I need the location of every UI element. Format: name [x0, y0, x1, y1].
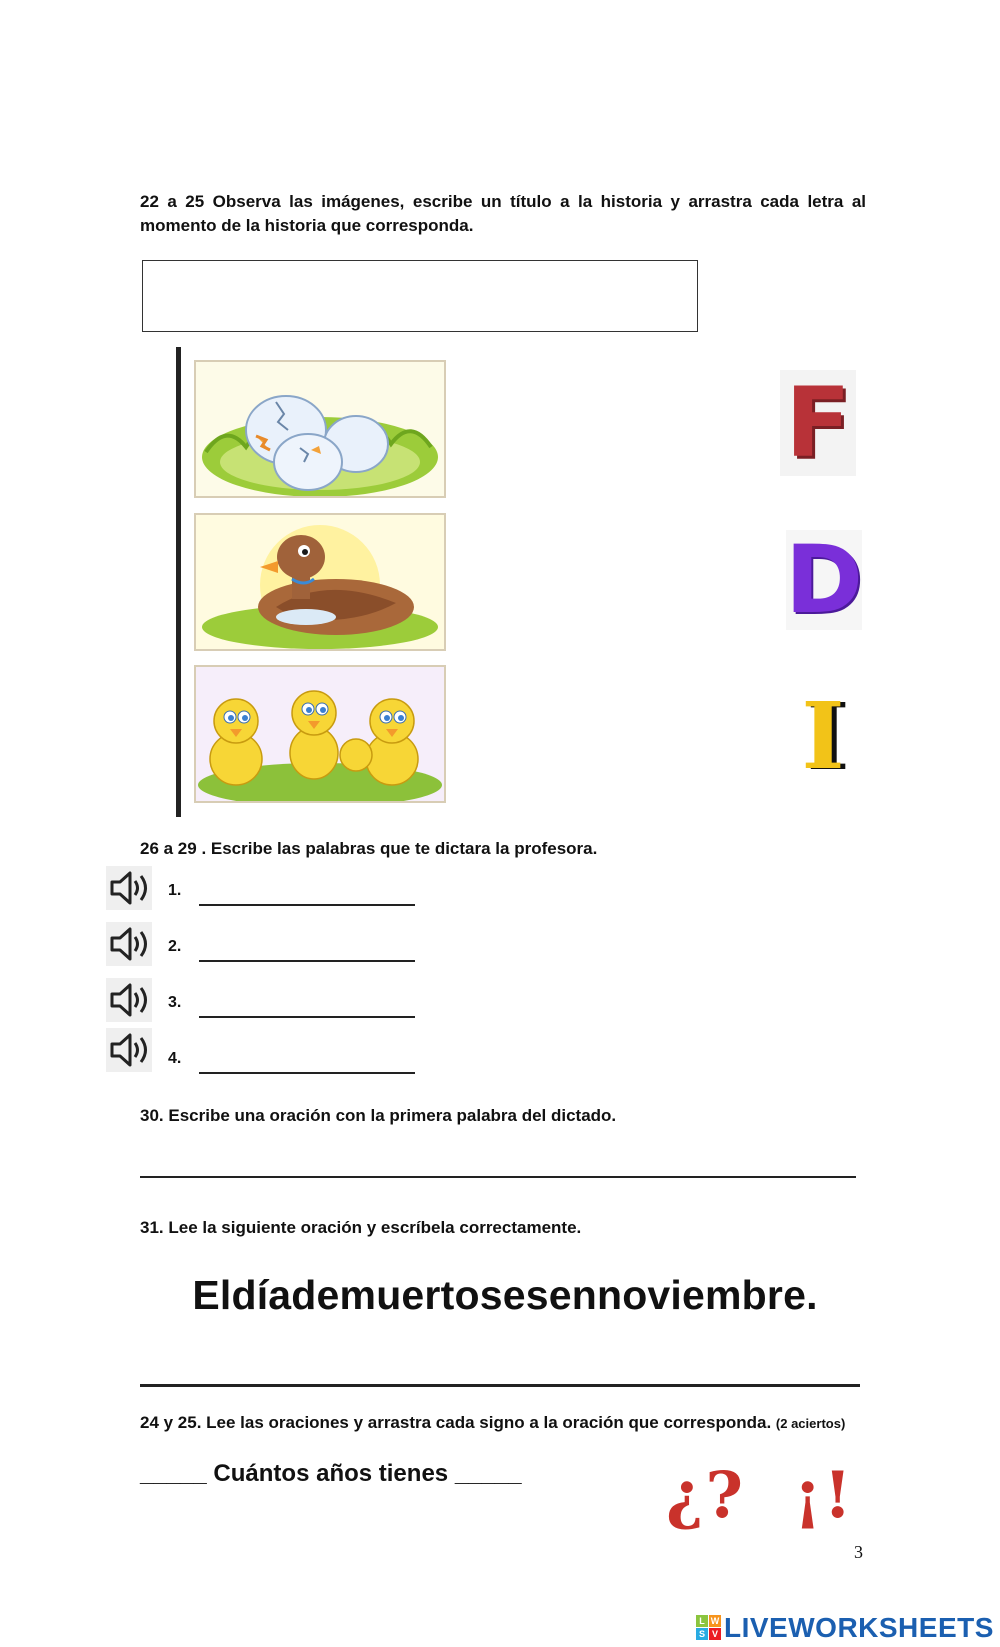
- letter-d: D: [784, 525, 864, 635]
- sign-blank-right[interactable]: _____: [454, 1460, 522, 1487]
- speaker-icon[interactable]: [106, 1028, 152, 1072]
- sentence-answer-line[interactable]: [140, 1160, 856, 1178]
- logo-block-s: S: [696, 1628, 708, 1640]
- corrected-sentence-line[interactable]: [140, 1368, 860, 1387]
- unspaced-sentence: Eldíademuertosesennoviembre.: [192, 1272, 818, 1318]
- ducklings-icon: [196, 667, 444, 801]
- question-24-text: [140, 1411, 900, 1436]
- story-title-input[interactable]: [142, 260, 698, 332]
- story-panel-ducklings[interactable]: [194, 665, 446, 803]
- duck-nesting-icon: [196, 515, 444, 649]
- dictation-row-1: [106, 866, 426, 912]
- letter-d-tile[interactable]: [784, 525, 864, 635]
- story-panel-duck[interactable]: [194, 513, 446, 651]
- sign-sentence: Cuántos años tienes: [213, 1460, 449, 1487]
- question-24-label: 24 y 25. Lee las oraciones y arrastra cada signo a la oración que corresponda.: [140, 1413, 772, 1432]
- letter-i: I: [801, 682, 845, 790]
- punctuation-signs[interactable]: ¿? ¡!: [666, 1458, 854, 1533]
- question-22-text: 22 a 25 Observa las imágenes, escribe un título a la historia y arrastra cada letra al momento de la historia que corresponda.: [140, 192, 866, 235]
- sign-sentence-row: [140, 1460, 620, 1488]
- liveworksheets-logo: [696, 1612, 1000, 1646]
- story-timeline-line: [176, 347, 181, 817]
- logo-block-l: L: [696, 1615, 708, 1627]
- brand-name: LIVEWORKSHEETS: [724, 1612, 994, 1643]
- page-number: 3: [854, 1542, 863, 1562]
- dictation-number: 3.: [168, 994, 182, 1011]
- letter-f-tile[interactable]: [780, 367, 856, 479]
- story-panel-eggs[interactable]: [194, 360, 446, 498]
- letter-f: F: [785, 367, 851, 479]
- question-26-text: 26 a 29 . Escribe las palabras que te dictara la profesora.: [140, 839, 598, 858]
- logo-blocks-icon: [696, 1615, 722, 1641]
- points-note: (2 aciertos): [775, 1416, 846, 1431]
- dictation-number: 1.: [168, 882, 182, 899]
- dictation-answer-line[interactable]: [199, 940, 415, 962]
- speaker-icon[interactable]: [106, 922, 152, 966]
- dictation-answer-line[interactable]: [199, 884, 415, 906]
- dictation-number: 2.: [168, 938, 182, 955]
- speaker-icon[interactable]: [106, 866, 152, 910]
- dictation-answer-line[interactable]: [199, 1052, 415, 1074]
- eggs-hatching-icon: [196, 362, 444, 496]
- sign-blank-left[interactable]: _____: [140, 1460, 207, 1487]
- dictation-answer-line[interactable]: [199, 996, 415, 1018]
- question-31-text: 31. Lee la siguiente oración y escríbela correctamente.: [140, 1218, 582, 1237]
- dictation-row-3: [106, 978, 426, 1024]
- letter-i-tile[interactable]: [790, 682, 856, 790]
- speaker-icon[interactable]: [106, 978, 152, 1022]
- logo-block-w: W: [710, 1616, 720, 1626]
- dictation-row-4: [106, 1028, 426, 1074]
- dictation-row-2: [106, 922, 426, 968]
- question-30-text: 30. Escribe una oración con la primera palabra del dictado.: [140, 1106, 617, 1125]
- dictation-number: 4.: [168, 1050, 182, 1067]
- logo-block-v: V: [709, 1628, 721, 1640]
